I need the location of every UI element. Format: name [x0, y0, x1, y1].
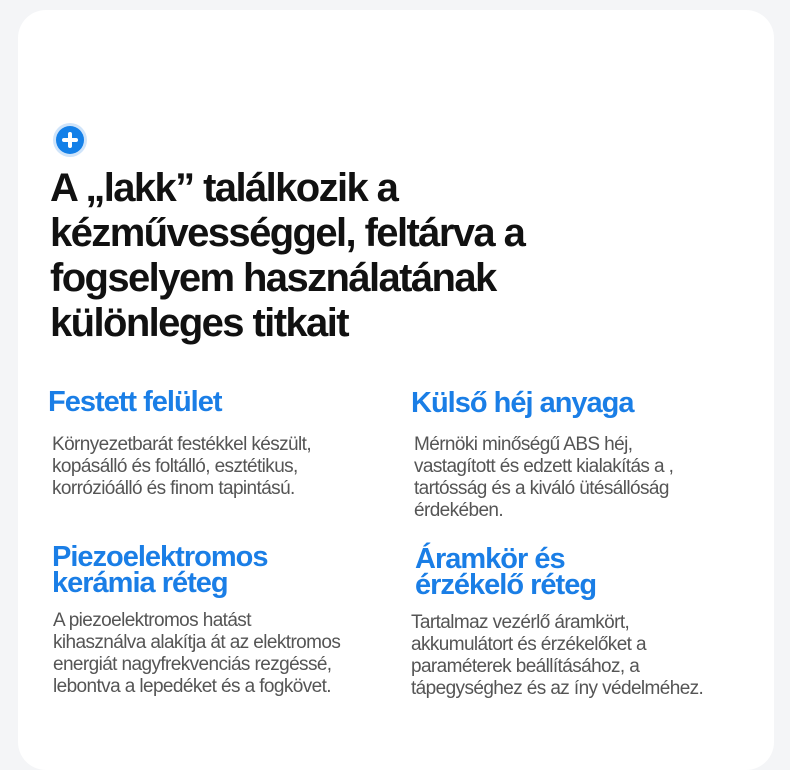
page-title: A „lakk” találkozik a kézművességgel, feltárva a fogselyem használatának különleges titkait — [50, 166, 525, 345]
feature-desc-painted-surface: Környezetbarát festékkel készült, kopásálló és foltálló, esztétikus, korrózióálló és finom tapintású. — [52, 434, 312, 499]
feature-title-painted-surface: Festett felület — [48, 386, 222, 418]
feature-title-circuit-sensor: Áramkör és érzékelő réteg — [415, 543, 597, 601]
feature-desc-piezo-ceramic: A piezoelektromos hatást kihasználva alakítja át az elektromos energiát nagyfrekvenciás rezgéssé, lebontva a lepedéket és a fogkövet. — [53, 610, 341, 697]
feature-desc-circuit-sensor: Tartalmaz vezérlő áramkört, akkumulátort és érzékelőket a paraméterek beállításához, a tápegységhez és az íny védelméhez. — [411, 612, 704, 699]
feature-title-outer-shell: Külső héj anyaga — [411, 387, 634, 419]
feature-title-piezo-ceramic: Piezoelektromos kerámia réteg — [52, 541, 268, 599]
feature-desc-outer-shell: Mérnöki minőségű ABS héj, vastagított és edzett kialakítás a , tartósság és a kiváló ütésállóság érdekében. — [414, 434, 674, 521]
plus-circle-icon — [56, 126, 84, 154]
